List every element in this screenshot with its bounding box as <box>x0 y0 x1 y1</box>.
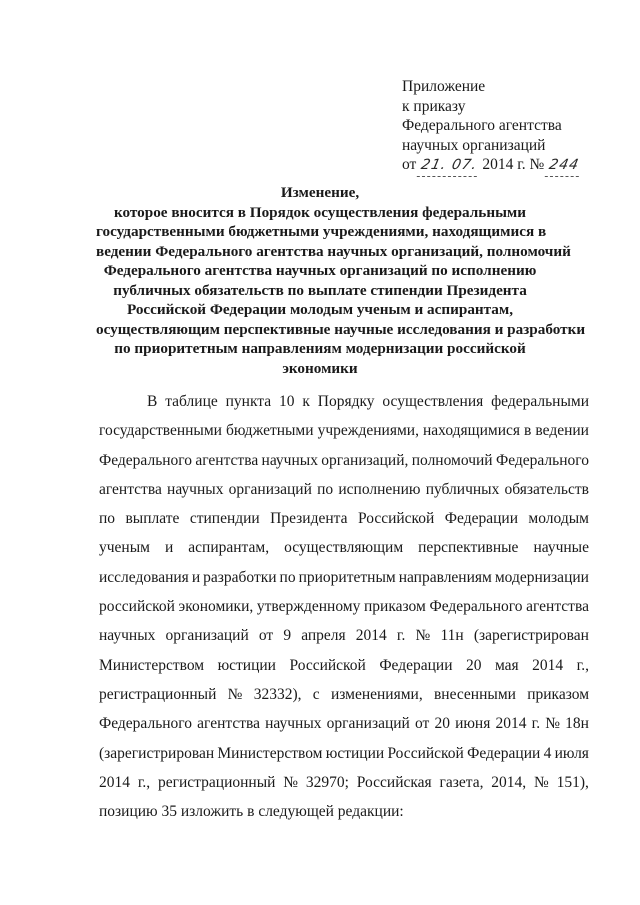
body-word: № <box>534 773 549 791</box>
body-word: 2014 <box>532 656 564 674</box>
document-title <box>96 183 586 378</box>
body-word: приказом <box>364 598 426 616</box>
title-line: публичных обязательств по выплате стипендии Президента <box>113 281 527 299</box>
body-word: разработки <box>203 568 277 586</box>
title-line: осуществляющим перспективные научные исследования и разработки <box>96 320 586 338</box>
handwritten-date: 21. 07. <box>417 156 481 177</box>
body-line: позицию 35 изложить в следующей редакции: <box>99 803 404 821</box>
body-word: научных <box>99 627 156 645</box>
body-word: 2014 <box>495 715 527 733</box>
body-word: Федерации <box>467 744 541 762</box>
body-word: июня <box>455 715 491 733</box>
body-word: г., <box>576 656 589 674</box>
body-line <box>99 416 589 445</box>
body-word: 20 <box>434 715 450 733</box>
body-word: Российской <box>289 656 366 674</box>
body-word: (зарегистрирован <box>473 627 589 645</box>
body-word: регистрационный <box>99 685 217 703</box>
body-word: агентства <box>526 598 589 616</box>
body-word: исполнению <box>338 480 421 498</box>
body-word: учреждениями, <box>317 422 419 440</box>
body-line <box>99 592 589 621</box>
body-word: 9 <box>283 627 292 645</box>
body-word: экономики, <box>178 598 254 616</box>
body-word: аспирантам, <box>188 539 270 557</box>
title-line: которое вносится в Порядок осуществления федеральными <box>113 203 527 221</box>
body-word: мая <box>494 656 519 674</box>
body-word: 2014 <box>355 627 387 645</box>
body-word: № <box>227 685 243 703</box>
title-line: Российской Федерации молодым ученым и аспирантам, <box>126 301 514 318</box>
body-word: 20 <box>465 656 482 674</box>
body-word: от <box>414 715 430 733</box>
body-word: 18н <box>565 715 589 733</box>
body-word: юстиции <box>325 744 385 762</box>
body-word: г. <box>531 715 541 733</box>
body-word: Президента <box>270 510 348 528</box>
body-word: г., <box>137 773 151 791</box>
body-word: агентства <box>197 715 260 733</box>
body-word: ведении <box>535 422 589 440</box>
body-word: таблице <box>165 393 218 410</box>
body-word: российской <box>99 598 175 616</box>
body-word: в <box>524 422 532 440</box>
body-word: находящимися <box>423 422 520 440</box>
title-line: по приоритетным направлениям модернизации российской <box>114 340 526 357</box>
body-word: осуществления <box>382 393 484 410</box>
appendix-line-3: Федерального агентства <box>402 117 562 134</box>
body-line <box>99 621 589 650</box>
body-word: молодым <box>528 510 589 528</box>
body-word: Российской <box>387 744 464 762</box>
body-line <box>99 739 589 768</box>
body-word: от <box>258 627 274 645</box>
body-word: и <box>191 568 201 586</box>
body-word: Федерального <box>99 715 193 733</box>
body-paragraph <box>99 387 589 826</box>
body-word: организаций, <box>321 451 409 469</box>
appendix-line-1: Приложение <box>402 78 486 95</box>
body-word: № <box>283 773 299 791</box>
body-word: В <box>147 393 158 410</box>
body-word: государственными <box>99 422 222 440</box>
date-year: 2014 г. № <box>482 156 545 173</box>
body-word: 2014 <box>99 773 130 791</box>
body-word: агентства <box>99 480 162 498</box>
body-line <box>99 709 589 738</box>
body-word: научные <box>533 539 589 557</box>
body-word: Федерации <box>444 510 518 528</box>
body-word: научных <box>265 715 322 733</box>
body-word: ученым <box>99 539 150 557</box>
title-line: Федерального агентства научных организаций по исполнению <box>103 262 537 279</box>
body-word: исследования <box>99 568 189 586</box>
body-word: по <box>317 480 334 498</box>
body-word: юстиции <box>217 656 276 674</box>
body-word: бюджетными <box>226 422 314 440</box>
body-word: научных <box>167 480 224 498</box>
body-word: 10 <box>279 393 295 410</box>
appendix-date-line <box>402 155 622 177</box>
body-word: 2014, <box>491 773 527 791</box>
body-word: № <box>415 627 431 645</box>
body-word: пункта <box>225 393 272 410</box>
handwritten-number: 244 <box>545 156 583 177</box>
body-word: Министерством <box>217 744 323 762</box>
appendix-line-2: к приказу <box>402 97 466 115</box>
body-word: федеральными <box>491 393 589 410</box>
body-word: к <box>302 393 310 410</box>
body-line <box>99 387 589 416</box>
body-word: 151), <box>556 773 589 791</box>
body-word: приоритетным <box>298 568 396 586</box>
body-word: организаций <box>326 715 410 733</box>
body-word: осуществляющим <box>284 539 404 557</box>
body-word: обязательств <box>504 480 589 498</box>
body-word: газета, <box>439 773 484 791</box>
body-word: утвержденному <box>256 598 361 616</box>
body-word: Федерального <box>429 598 523 616</box>
body-word: стипендии <box>189 510 260 528</box>
appendix-line-4: научных организаций <box>402 136 546 154</box>
body-word: по <box>279 568 296 586</box>
body-word: агентства <box>195 451 259 469</box>
body-word: с <box>312 685 320 703</box>
body-word: июля <box>554 744 589 762</box>
body-word: 11н <box>440 627 464 645</box>
appendix-header <box>402 77 622 177</box>
body-word: перспективные <box>418 539 519 557</box>
body-word: организаций <box>165 627 249 645</box>
body-line <box>99 446 589 475</box>
body-word: Министерством <box>99 656 205 674</box>
body-word: Федерального <box>495 451 589 469</box>
title-line: ведении Федерального агентства научных организаций, полномочий <box>96 242 571 260</box>
body-word: (зарегистрирован <box>99 744 215 762</box>
body-line <box>99 563 589 592</box>
body-word: 32332), <box>253 685 302 703</box>
body-word: по <box>99 510 116 528</box>
body-word: 4 <box>543 744 552 762</box>
body-word: Федерального <box>99 451 193 469</box>
body-word: направлениям <box>398 568 492 586</box>
body-word: выплате <box>125 510 180 528</box>
body-word: полномочий <box>411 451 493 469</box>
body-word: Российской <box>357 510 435 528</box>
title-line: экономики <box>282 359 358 377</box>
date-prefix: от <box>402 156 417 173</box>
body-word: регистрационный <box>158 773 276 791</box>
body-word: 32970; <box>305 773 349 791</box>
body-word: организаций <box>228 480 312 498</box>
body-line <box>99 533 589 562</box>
body-line <box>99 475 589 504</box>
body-word: научных <box>261 451 318 469</box>
body-word: Порядку <box>317 393 375 410</box>
title-line: государственными бюджетными учреждениями, находящимися в <box>96 223 547 240</box>
body-word: публичных <box>425 480 500 498</box>
body-word: внесенными <box>433 685 516 703</box>
body-word: и <box>164 539 174 557</box>
title-line: Изменение, <box>280 184 360 201</box>
body-word: апреля <box>301 627 346 645</box>
body-word: Российская <box>356 773 432 791</box>
body-word: модернизации <box>494 568 589 586</box>
body-line <box>99 768 589 797</box>
body-line <box>99 504 589 533</box>
body-word: г. <box>396 627 406 645</box>
body-line <box>99 651 589 680</box>
body-word: изменениями, <box>330 685 423 703</box>
body-word: № <box>545 715 561 733</box>
body-word: Федерации <box>379 656 453 674</box>
body-line <box>99 680 589 709</box>
body-word: приказом <box>527 685 589 703</box>
